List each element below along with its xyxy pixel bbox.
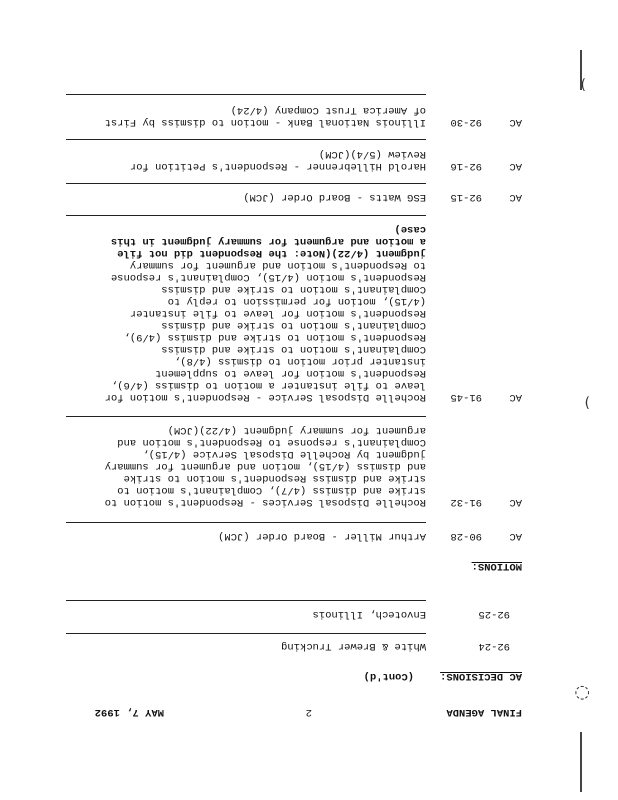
motion-line: judgment by Rochelle Disposal Service (4/15), xyxy=(142,448,426,460)
ac-decisions-cont: (Cont'd) xyxy=(363,670,414,682)
motion-type: AC xyxy=(509,530,522,542)
motion-divider xyxy=(66,94,426,95)
motion-divider xyxy=(66,416,426,417)
motion-line: Respondent's motion for leave to file instanter xyxy=(129,307,426,319)
scan-speck: ◌ xyxy=(574,683,590,704)
ac-decisions-heading: AC DECISIONS: xyxy=(440,670,522,682)
motion-docket: 92-16 xyxy=(450,160,482,172)
motion-line: Complainant's response to Respondent's motion and xyxy=(117,436,426,448)
motion-docket: 91-32 xyxy=(450,496,482,508)
motion-type: AC xyxy=(509,191,522,203)
motion-line: a motion and argument for summary judgment in this xyxy=(110,235,426,247)
motion-line: leave to file instanter a motion to dismiss (4/6), xyxy=(110,379,426,391)
motion-docket: 92-15 xyxy=(450,191,482,203)
decision-title: White & Brewer Trucking xyxy=(281,640,426,652)
motion-line: and dismiss (4/15), motion and argument for summary xyxy=(104,460,426,472)
motion-line: Complainant's motion to strike and dismiss xyxy=(161,283,426,295)
motion-line: Rochelle Disposal Services - Respondent's motion to xyxy=(104,496,426,508)
motion-docket: 90-28 xyxy=(450,530,482,542)
motion-type: AC xyxy=(509,496,522,508)
scan-speck: ) xyxy=(580,76,586,92)
agenda-label: FINAL AGENDA xyxy=(446,706,522,718)
decision-docket: 92-24 xyxy=(478,640,510,652)
decision-title: Envotech, Illinois xyxy=(312,608,426,620)
motion-divider xyxy=(66,215,426,216)
motions-heading: MOTIONS: xyxy=(471,560,522,572)
motion-line: argument for summary judgment (4/22)(JCM) xyxy=(167,424,426,436)
motion-divider xyxy=(66,183,426,184)
agenda-date: MAY 7, 1992 xyxy=(94,706,164,718)
motion-type: AC xyxy=(509,160,522,172)
motion-type: AC xyxy=(509,391,522,403)
motion-line: Illinois National Bank - motion to dismiss by First xyxy=(104,116,426,128)
motion-line: Complainant's motion to strike and dismiss xyxy=(161,319,426,331)
scan-speck: ) xyxy=(584,394,590,410)
decision-divider xyxy=(66,600,426,601)
motion-line: Respondent's motion (4/15), Complainant's response xyxy=(110,271,426,283)
motion-line: case) xyxy=(394,223,426,235)
motion-line: instanter prior motion to dismiss (4/8), xyxy=(173,355,426,367)
motion-line: to Respondent's motion and argument for summary xyxy=(129,259,426,271)
motion-line: Complainant's motion to strike and dismiss xyxy=(161,343,426,355)
motion-line: strike and dismiss (4/7), Complainant's motion to xyxy=(117,484,426,496)
decision-divider xyxy=(66,633,426,634)
motion-divider xyxy=(66,139,426,140)
motion-line: Respondent's motion to strike and dismiss (4/9), xyxy=(123,331,426,343)
page-number: 2 xyxy=(305,706,312,718)
scan-edge-left xyxy=(580,732,582,792)
motion-line: of America Trust Company (4/24) xyxy=(230,104,426,116)
motion-docket: 92-30 xyxy=(450,116,482,128)
motion-divider xyxy=(66,522,426,523)
motion-line: Harold Hillebrenner - Respondent's Petition for xyxy=(129,160,426,172)
motion-type: AC xyxy=(509,116,522,128)
motion-line: (4/15), motion for permission to reply to xyxy=(167,295,426,307)
motion-line: Review (5/4)(JCM) xyxy=(318,148,426,160)
motion-line: judgment (4/22)(Note: the Respondent did not file xyxy=(117,247,426,259)
motion-docket: 91-45 xyxy=(450,391,482,403)
motion-line: ESG Watts - Board Order (JCM) xyxy=(243,191,426,203)
decision-docket: 92-25 xyxy=(478,608,510,620)
motion-line: Rochelle Disposal Service - Respondent's motion for xyxy=(104,391,426,403)
motion-line: Arthur Miller - Board Order (JCM) xyxy=(218,530,426,542)
motion-line: Respondent's motion for leave to supplement xyxy=(155,367,426,379)
motion-line: strike and dismiss Respondent's motion to strike xyxy=(123,472,426,484)
